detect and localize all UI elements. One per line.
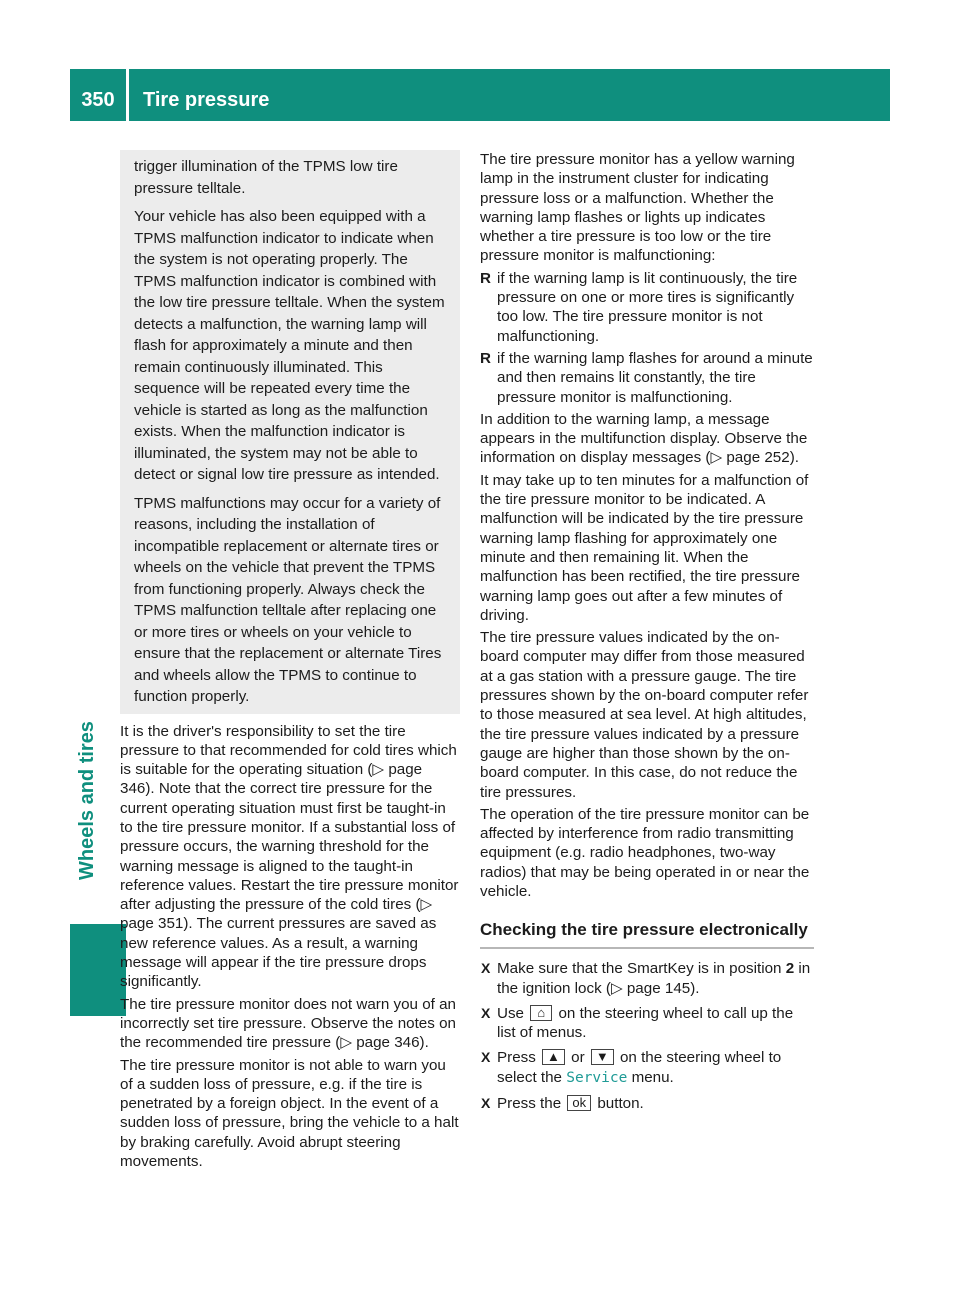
note-paragraph: Your vehicle has also been equipped with a TPMS malfunction indicator to indicate when the system is not operating properly. The TPMS malfunction indicator is combined with the low tire pressure telltale. When the system detects a malfunction, the warning lamp will flash for approximately a minute and then remain continuously illuminated. This sequence will be repeated every time the vehicle is started as long as the malfunction exists. When the malfunction indicator is illuminated, the system may not be able to detect or signal low tire pressure as intended. [134, 208, 445, 483]
tpms-note-box [120, 150, 460, 714]
list-item [480, 269, 814, 346]
page-header [70, 69, 890, 121]
right-column [480, 150, 814, 1119]
note-paragraph: TPMS malfunctions may occur for a variety of reasons, including the installation of incompatible replacement or alternate tires or wheels on the vehicle that prevent the TPMS from functioning properly. Always check the TPMS malfunction telltale after replacing one or more tires or wheels on your vehicle to ensure that the replacement or alternate Tires and wheels allow the TPMS to continue to function properly. [134, 494, 442, 705]
step-text: Press [497, 1049, 541, 1067]
intro-paragraph: The tire pressure monitor has a yellow warning lamp in the instrument cluster for indicating pressure loss or a malfunction. Whether the warning lamp flashes or lights up indicates whether a tire pressure is too low or the tire pressure monitor is malfunctioning: [480, 151, 795, 265]
left-column [120, 150, 460, 1174]
step-arrow-icon: X [481, 1095, 491, 1112]
section-heading: Checking the tire pressure electronically [480, 920, 808, 940]
section-divider [480, 947, 814, 949]
step-text: or [566, 1049, 589, 1067]
up-key-icon: ▲ [542, 1049, 565, 1065]
body-paragraph: The tire pressure monitor does not warn you of an incorrectly set tire pressure. Observe the notes on the recommended tire pressure (▷ page 346). [120, 995, 456, 1052]
body-paragraph: In addition to the warning lamp, a message appears in the multifunction display. Observe the information on display messages (▷ page 252). [480, 410, 808, 467]
note-paragraph: trigger illumination of the TPMS low tire pressure telltale. [134, 158, 398, 197]
bullet-marker: R [480, 349, 491, 367]
ok-key-icon: ok [567, 1095, 591, 1111]
body-paragraph: The tire pressure values indicated by the on-board computer may differ from those measured at a gas station with a pressure gauge. The tire pressures shown by the on-board computer refer to those measured at sea level. At high altitudes, the tire pressure values indicated by a pressure gauge are higher than those shown by the on-board computer. In this case, do not reduce the tire pressures. [480, 629, 809, 801]
home-key-icon: ⌂ [530, 1005, 552, 1021]
step-text: Use [497, 1004, 529, 1022]
step-text: button. [593, 1095, 644, 1113]
page-number: 350 [81, 89, 115, 111]
step-arrow-icon: X [481, 1049, 491, 1066]
bullet-marker: R [480, 269, 491, 287]
service-menu-name: Service [566, 1069, 628, 1086]
bullet-text: if the warning lamp is lit continuously, the tire pressure on one or more tires is significantly too low. The tire pressure monitor is not malfunctioning. [497, 269, 798, 345]
step-text: Make sure that the SmartKey is in position [497, 960, 786, 978]
instruction-step [480, 1004, 814, 1043]
body-paragraph: It is the driver's responsibility to set the tire pressure to that recommended for cold tires which is suitable for the operating situation (▷ page 346). Note that the correct tire pressure for the current operating situation must first be taught-in to the tire pressure monitor. If a substantial loss of pressure occurs, the warning threshold for the warning message is aligned to the taught-in reference values. Restart the tire pressure monitor after adjusting the pressure of the cold tires (▷ page 351). The current pressures are saved as new reference values. As a result, a warning message will appear if the tire pressure drops significantly. [120, 722, 459, 991]
instruction-step [480, 1094, 814, 1113]
instruction-step [480, 1048, 814, 1088]
body-paragraph: The tire pressure monitor is not able to warn you of a sudden loss of pressure, e.g. if the tire is penetrated by a foreign object. In the event of a sudden loss of pressure, bring the vehicle to a halt by braking carefully. Avoid abrupt steering movements. [120, 1056, 459, 1171]
step-text: menu. [627, 1068, 674, 1086]
body-paragraph: The operation of the tire pressure monitor can be affected by interference from radio transmitting equipment (e.g. radio headphones, two-way radios) that may be being operated in or near the vehicle. [480, 805, 810, 900]
list-item [480, 349, 814, 407]
step-text: Press the [497, 1095, 566, 1113]
step-arrow-icon: X [481, 1004, 491, 1021]
page-title: Tire pressure [143, 89, 270, 111]
side-tab-label: Wheels and tires [76, 721, 98, 880]
step-text: on the steering wheel to call up the list of menus. [497, 1004, 794, 1042]
bullet-text: if the warning lamp flashes for around a minute and then remains lit constantly, the tire pressure monitor is malfunctioning. [497, 349, 813, 406]
down-key-icon: ▼ [591, 1049, 614, 1065]
step-text: in the ignition lock (▷ page 145). [497, 960, 811, 997]
body-paragraph: It may take up to ten minutes for a malfunction of the tire pressure monitor to be indicated. A malfunction will be indicated by the tire pressure warning lamp flashing for approximately one minute and then remaining lit. When the malfunction has been rectified, the tire pressure warning lamp goes out after a few minutes of driving. [480, 471, 809, 624]
step-text: on the steering wheel to select the [497, 1049, 782, 1086]
position-number: 2 [785, 960, 795, 978]
instruction-step [480, 959, 814, 998]
side-tab-block [70, 924, 126, 1016]
step-arrow-icon: X [481, 960, 491, 977]
